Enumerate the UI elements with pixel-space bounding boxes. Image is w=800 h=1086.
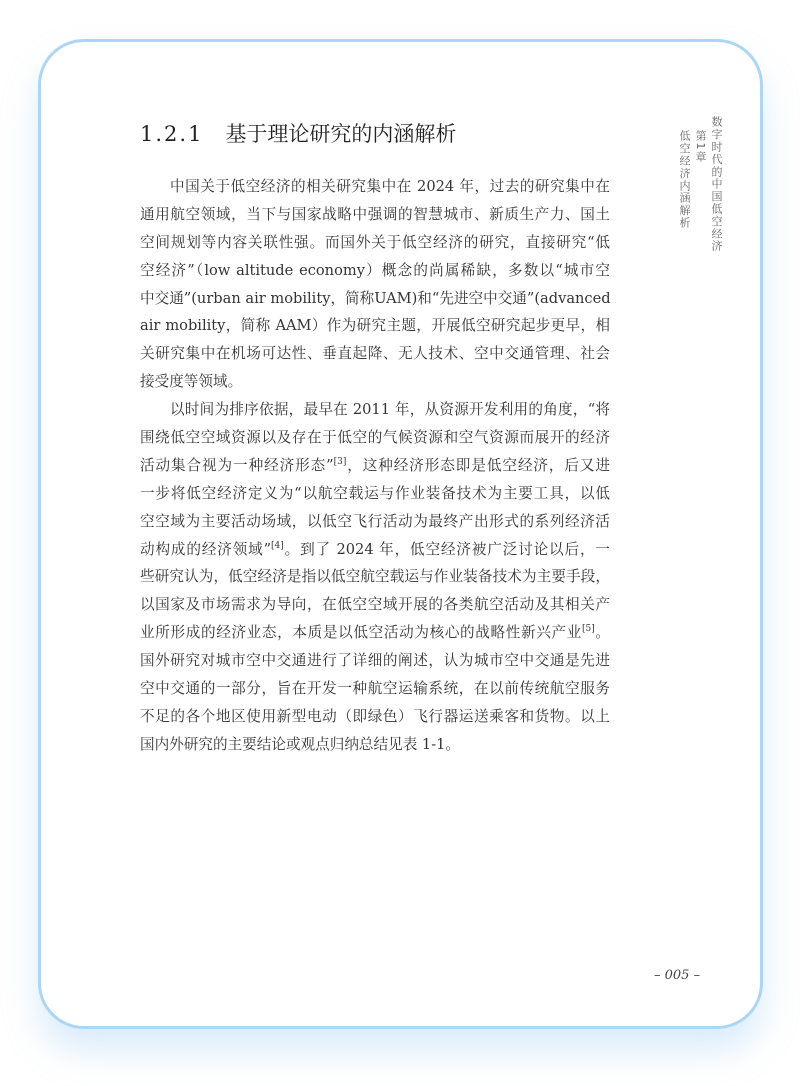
text-line (140, 229, 610, 257)
paragraph (140, 173, 610, 396)
text-segment: 些研究认为，低空经济是指以低空航空载运与作业装备技术为主要手段， (140, 568, 610, 586)
body-text (140, 173, 610, 759)
text-line (140, 368, 610, 396)
text-segment: 通用航空领域，当下与国家战略中强调的智慧城市、新质生产力、国土 (140, 205, 610, 223)
text-segment: 以时间为排序依据，最早在 2011 年，从资源开发利用的角度，“将 (170, 401, 610, 419)
section-number: 1.2.1 (140, 122, 204, 146)
text-line (140, 201, 610, 229)
citation-reference: [3] (333, 456, 347, 467)
text-line (140, 536, 610, 564)
text-segment: 业所形成的经济业态，本质是以低空活动为核心的战略性新兴产业 (140, 624, 582, 642)
text-segment: 活动集合视为一种经济形态” (140, 456, 334, 474)
text-line (140, 675, 610, 703)
text-line (140, 396, 610, 424)
text-line (140, 480, 610, 508)
page-number: – 005 – (654, 968, 701, 983)
paragraph (140, 396, 610, 759)
text-segment: 不足的各个地区使用新型电动（即绿色）飞行器运送乘客和货物。以上 (140, 707, 610, 725)
text-segment: ，这种经济形态即是低空经济，后又进 (346, 456, 610, 474)
text-line (140, 647, 610, 675)
text-line (140, 591, 610, 619)
text-line (140, 703, 610, 731)
text-line (140, 424, 610, 452)
text-line (140, 619, 610, 647)
citation-reference: [4] (271, 540, 284, 551)
text-segment: 。到了 2024 年，低空经济被广泛讨论以后，一 (283, 540, 610, 558)
text-line (140, 731, 610, 759)
text-segment: 空空域为主要活动场域，以低空飞行活动为最终产出形式的系列经济活 (140, 512, 610, 530)
text-segment: 以国家及市场需求为导向，在低空空域开展的各类航空活动及其相关产 (140, 596, 610, 614)
text-line (140, 285, 610, 313)
chapter-title: 低空经济内涵解析 (678, 130, 691, 230)
text-segment: air mobility，简称 AAM）作为研究主题，开展低空研究起步更早，相 (140, 317, 610, 335)
text-line (140, 563, 610, 591)
text-segment: 空间规划等内容关联性强。而国外关于低空经济的研究，直接研究“低 (140, 233, 610, 251)
running-header (676, 116, 724, 252)
text-segment: 空经济”（low altitude economy）概念的尚属稀缺，多数以“城市空 (140, 261, 610, 279)
section-title: 基于理论研究的内涵解析 (225, 122, 457, 146)
text-segment: 接受度等领域。 (140, 373, 243, 391)
text-segment: 中国关于低空经济的相关研究集中在 2024 年，过去的研究集中在 (170, 178, 610, 195)
text-line (140, 508, 610, 536)
text-segment: 国外研究对城市空中交通进行了详细的阐述，认为城市空中交通是先进 (140, 652, 610, 670)
text-line (140, 452, 610, 480)
text-segment: 动构成的经济领域” (140, 540, 272, 558)
chapter-label: 第1章 (694, 130, 707, 164)
book-title: 数字时代的中国低空经济 (710, 116, 723, 253)
text-segment: 空中交通的一部分，旨在开发一种航空运输系统，在以前传统航空服务 (140, 680, 610, 698)
text-segment: 关研究集中在机场可达性、垂直起降、无人技术、空中交通管理、社会 (140, 345, 610, 363)
text-segment: 。 (594, 624, 610, 642)
text-line (140, 173, 610, 201)
text-line (140, 257, 610, 285)
text-line (140, 312, 610, 340)
text-segment: 围绕低空空域资源以及存在于低空的气候资源和空气资源而展开的经济 (140, 429, 610, 447)
text-line (140, 340, 610, 368)
citation-reference: [5] (581, 624, 595, 635)
text-segment: 中交通”(urban air mobility，简称UAM)和“先进空中交通”(advanced (140, 289, 611, 307)
text-segment: 国内外研究的主要结论或观点归纳总结见表 1-1。 (140, 735, 461, 753)
section-heading (140, 118, 456, 148)
text-segment: 一步将低空经济定义为“以航空载运与作业装备技术为主要工具，以低 (140, 484, 610, 502)
